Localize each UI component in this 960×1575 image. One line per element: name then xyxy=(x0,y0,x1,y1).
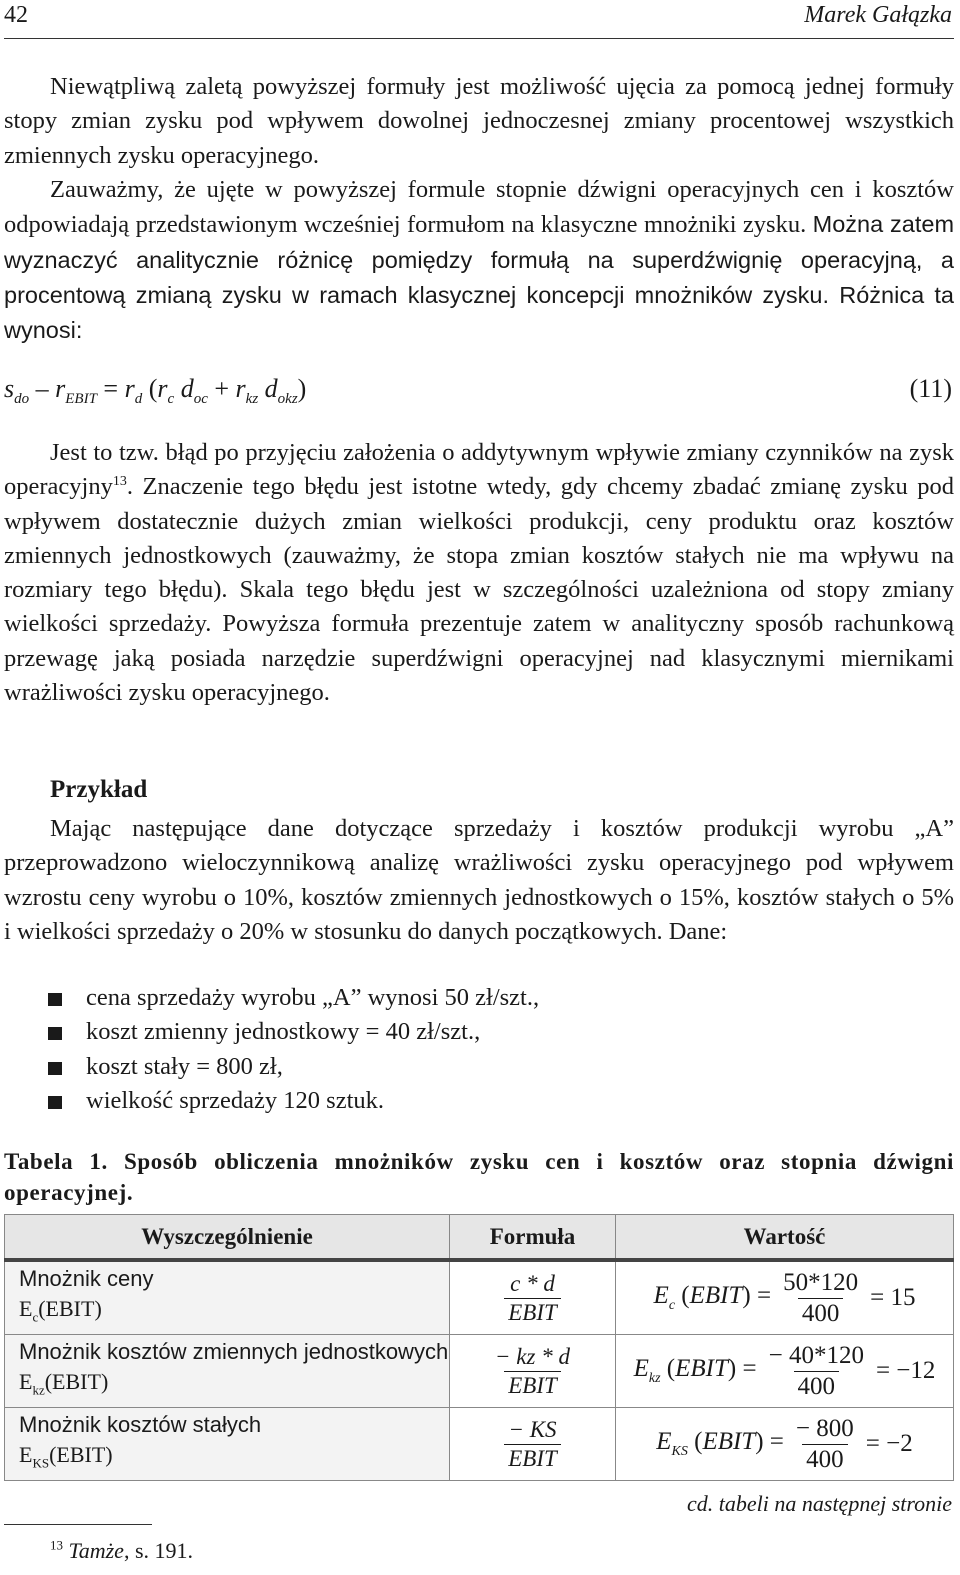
row-description xyxy=(5,1260,450,1335)
row-value: $E_{kz}$ (EBIT) = $\frac{- 40*120}{400}$ = −12 xyxy=(616,1335,954,1408)
header-rule xyxy=(4,38,954,39)
bullet-square-icon xyxy=(48,1096,62,1109)
value-numerator: − 40*120 xyxy=(768,1341,864,1369)
table-row xyxy=(5,1408,954,1481)
table-continued-note: cd. tabeli na następnej stronie xyxy=(687,1491,952,1516)
footnote-13 xyxy=(50,1538,193,1564)
running-head-author: Marek Gałązka xyxy=(804,2,952,28)
value-denominator: 400 xyxy=(802,1444,848,1474)
multipliers-table xyxy=(4,1214,954,1481)
paragraph-1: Niewątpliwą zaletą powyższej formuły jest możliwość ujęcia za pomocą jednej formuły stopy zmian zysku pod wpływem dowolnej jednoczesnej zmiany procentowej wszystkich zmiennych zysku operacyjnego. xyxy=(4,73,954,169)
row-formula xyxy=(450,1408,616,1481)
column-header-formula: Formuła xyxy=(450,1215,616,1261)
row-description xyxy=(5,1408,450,1481)
formula-numerator: − KS xyxy=(508,1416,557,1442)
table-header-row xyxy=(5,1215,954,1261)
table-caption: Tabela 1. Sposób obliczenia mnożników zysku cen i kosztów oraz stopnia dźwigni operacyjnej. xyxy=(4,1149,954,1205)
paragraph-3 xyxy=(4,436,954,710)
list-item-text: koszt stały = 800 zł, xyxy=(86,1052,283,1080)
paragraph-example: Mając następujące dane dotyczące sprzedaży i kosztów produkcji wyrobu „A” przeprowadzono wieloczynnikową analizę wrażliwości zysku operacyjnego pod wpływem wzrostu ceny wyrobu o 10%, kosztów zmiennych jednostkowych o 15%, kosztów stałych o 5% i wielkości sprzedaży o 20% w stosunku do danych początkowych. Dane: xyxy=(4,815,954,945)
list-item xyxy=(46,1050,539,1084)
column-header-value: Wartość xyxy=(616,1215,954,1261)
example-heading: Przykład xyxy=(50,776,148,803)
value-denominator: 400 xyxy=(798,1298,844,1328)
row-label: Mnożnik kosztów zmiennych jednostkowych xyxy=(19,1338,449,1364)
row-formula xyxy=(450,1335,616,1408)
row-label: Mnożnik kosztów stałych xyxy=(19,1411,262,1437)
row-label: Mnożnik ceny xyxy=(19,1265,154,1291)
footnote-ref-13: 13 xyxy=(112,474,127,490)
value-numerator: − 800 xyxy=(795,1414,854,1442)
row-description xyxy=(5,1335,450,1408)
paragraph-2 xyxy=(4,173,954,348)
row-symbol: $E_{kz}(EBIT)$ xyxy=(19,1368,109,1398)
list-item-text: cena sprzedaży wyrobu „A” wynosi 50 zł/szt., xyxy=(86,984,540,1011)
list-item xyxy=(46,1015,539,1049)
row-symbol: $E_c(EBIT)$ xyxy=(19,1295,102,1325)
footnote-page: , s. 191. xyxy=(123,1538,193,1563)
formula-denominator: EBIT xyxy=(504,1444,561,1472)
value-result: = −2 xyxy=(865,1430,913,1457)
footnote-number: 13 xyxy=(50,1537,63,1553)
value-numerator: 50*120 xyxy=(783,1268,859,1296)
row-value: $E_{KS}$ (EBIT) = $\frac{- 800}{400}$ = −2 xyxy=(616,1408,954,1481)
data-list xyxy=(46,981,539,1118)
list-item xyxy=(46,981,539,1015)
bullet-square-icon xyxy=(48,993,62,1006)
bullet-square-icon xyxy=(48,1062,62,1075)
paragraph-2-sans: Można zatem wyznaczyć analitycznie różnicę pomiędzy formułą na superdźwignię operacyjną, a procentową zmianą zysku w ramach klasycznej koncepcji mnożników zysku. Różnica ta wynosi: xyxy=(4,211,955,344)
formula-numerator: − kz * d xyxy=(495,1343,570,1369)
equation-number: (11) xyxy=(909,374,952,403)
row-formula xyxy=(450,1260,616,1335)
row-symbol: $E_{KS}(EBIT)$ xyxy=(19,1441,113,1471)
list-item-text: koszt zmienny jednostkowy = 40 zł/szt., xyxy=(86,1018,481,1046)
row-value: $E_c$ (EBIT) = $\frac{50*120}{400}$ = 15 xyxy=(616,1260,954,1335)
paragraph-3-text-cont: . Znaczenie tego błędu jest istotne wtedy, gdy chcemy zbadać zmianę zysku pod wpływem dostatecznie dużych zmian wielkości produkcji, ceny produktu oraz kosztów zmiennych jednostkowych (zauważmy, że stopa zmian kosztów stałych nie ma wpływu na rozmiary tego błędu). Skala tego błędu jest w szczególności uzależniona od stopy zmiany wielkości sprzedaży. Powyższa formuła prezentuje zatem w analityczny sposób rachunkową przewagę jaką posiada narzędzie superdźwigni operacyjnej nad klasycznymi miernikami wrażliwości zysku operacyjnego. xyxy=(4,473,954,707)
formula-numerator: c * d xyxy=(510,1270,555,1296)
value-result: = 15 xyxy=(870,1284,916,1311)
list-item-text: wielkość sprzedaży 120 sztuk. xyxy=(86,1086,384,1114)
table-row xyxy=(5,1260,954,1335)
footnote-rule xyxy=(4,1524,152,1525)
footnote-source: Tamże xyxy=(68,1538,124,1563)
table-row xyxy=(5,1335,954,1408)
paragraph-2-serif: Zauważmy, że ujęte w powyższej formule stopnie dźwigni operacyjnych cen i kosztów odpowiadają przedstawionym wcześniej formułom na klasyczne mnożniki zysku. xyxy=(4,176,954,239)
value-denominator: 400 xyxy=(794,1371,840,1401)
paragraph-3-text: Jest to tzw. błąd po przyjęciu założenia o addytywnym wpływie zmiany czynników na zysk operacyjny xyxy=(4,439,954,501)
equation-11: $s_{do} - r_{EBIT} = r_d$ ($r_c$ $d_{oc} + r_{kz}$ $d_{okz}$) xyxy=(4,374,307,408)
formula-denominator: EBIT xyxy=(504,1371,561,1399)
value-result: = −12 xyxy=(875,1357,936,1384)
bullet-square-icon xyxy=(48,1027,62,1040)
formula-denominator: EBIT xyxy=(504,1298,561,1326)
list-item xyxy=(46,1084,539,1118)
column-header-description: Wyszczególnienie xyxy=(5,1215,450,1261)
page-number: 42 xyxy=(4,2,28,28)
